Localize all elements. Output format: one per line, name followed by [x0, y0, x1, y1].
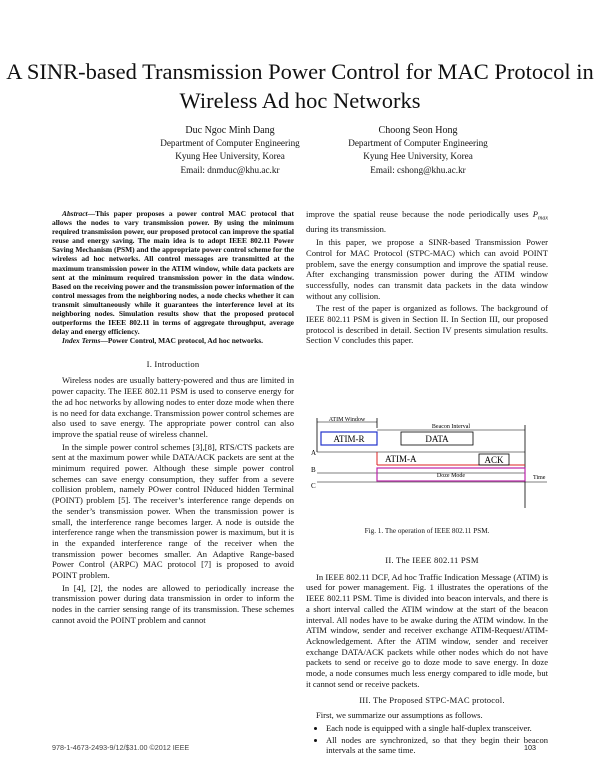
list-item: • Each node is equipped with a single half-duplex transceiver.	[326, 723, 548, 734]
page-number: 103	[524, 743, 536, 752]
section-heading-introduction: I. Introduction	[146, 359, 200, 370]
author-name: Duc Ngoc Minh Dang	[185, 125, 275, 136]
doze-mode-label: Doze Mode	[436, 473, 466, 479]
pmax-p: P	[532, 209, 538, 219]
assumptions-list	[306, 723, 548, 756]
paragraph: In this paper, we propose a SINR-based Transmission Power Control for MAC Protocol (STPC-MAC) which can avoid POINT problem, save the energy consumption and improve the spatial reuse. After exchanging transmission power during the ATIM window successfully, nodes can transmit data packets in the data window without any collision.	[306, 237, 548, 301]
left-column	[52, 209, 294, 626]
right-column-top	[306, 209, 548, 346]
text: during its transmission.	[306, 224, 387, 235]
author-univ: Kyung Hee University, Korea	[363, 151, 473, 162]
node-c-label: C	[311, 482, 316, 490]
abstract-text: —This paper proposes a power control MAC protocol that allows the nodes to vary transmission power. By using the minimum required transmission power, our proposed protocol can improve the spatial reuse and energy saving. The main idea is to adopt IEEE 802.11 Power Saving Mechanism (PSM) and the appropriate power control scheme for the wireless ad hoc networks. All control messages are transmitted at the maximum transmission power in the ATIM window, while data packets are sent at the minimum required transmission power in the data window. Based on the receiving power and the transmission power information of the control messages from the neighboring nodes, a node checks whether it can transmit simultaneously while it guarantees the interference level at its neighboring nodes. Simulation results show that the proposed protocol outperforms the IEEE 802.11 in terms of aggregate throughput, average delay and energy efficiency.	[52, 209, 294, 337]
pmax-sub: max	[538, 215, 548, 222]
paragraph: First, we summarize our assumptions as follows.	[316, 710, 483, 721]
section-heading-proposed: III. The Proposed STPC-MAC protocol.	[359, 695, 505, 706]
node-b-label: B	[311, 466, 316, 474]
footer-isbn: 978-1-4673-2493-9/12/$31.00 ©2012 IEEE	[52, 743, 190, 752]
author-email: Email: dnmduc@khu.ac.kr	[180, 164, 280, 175]
right-column-bottom	[306, 555, 548, 757]
paper-title: A SINR-based Transmission Power Control for MAC Protocol in Wireless Ad hoc Networks	[6, 59, 594, 113]
node-a-label: A	[311, 449, 317, 457]
list-item: • All nodes are synchronized, so that they begin their beacon intervals at the same time.	[326, 735, 548, 756]
figure-caption: Fig. 1. The operation of IEEE 802.11 PSM.	[364, 527, 490, 535]
abstract	[52, 209, 294, 345]
author-dept: Department of Computer Engineering	[160, 138, 300, 149]
ack-label: ACK	[484, 455, 504, 465]
author-dept: Department of Computer Engineering	[348, 138, 488, 149]
beacon-interval-label: Beacon Interval	[431, 424, 471, 430]
author-univ: Kyung Hee University, Korea	[175, 151, 285, 162]
paragraph: In IEEE 802.11 DCF, Ad hoc Traffic Indication Message (ATIM) is used for power management. Fig. 1 illustrates the operations of the IEEE 802.11 PSM. Time is divided into beacon intervals, and there is a short interval called the ATIM window at the start of the beacon interval. All nodes have to be awake during the ATIM window. In the ATIM window, sender and receiver exchange ATIM-Request/ATIM-Acknowledgement. After the ATIM window, sender and receiver exchange DATA/ACK packets while other nodes which do not have packets to send or receive go to doze mode to save energy. In doze mode, a node consumes much less energy compared to idle mode, but it cannot send or receive packets.	[306, 571, 548, 689]
author-block-2	[318, 124, 518, 177]
introduction-body	[52, 375, 294, 625]
abstract-label: Abstract	[62, 209, 88, 218]
paragraph: Wireless nodes are usually battery-powered and thus are limited in power capacity. The IEEE 802.11 PSM is used to conserve energy for the ad hoc networks by allowing nodes to enter doze mode when there is no need for data exchange. Transmission power control schemes are also used to save energy. The appropriate power control can also improve the spatial reuse of wireless channel.	[52, 375, 294, 439]
atim-a-label: ATIM-A	[385, 454, 417, 464]
atim-window-label: ATIM Window	[328, 417, 366, 423]
paragraph: The rest of the paper is organized as follows. The background of IEEE 802.11 PSM is given in Section II. In Section III, our proposed protocol is described in detail. Section IV presents simulation results. Section V concludes this paper.	[306, 303, 548, 346]
author-email: Email: cshong@khu.ac.kr	[370, 164, 466, 175]
author-name: Choong Seon Hong	[378, 125, 458, 136]
index-terms-label: Index Terms	[62, 336, 101, 346]
index-terms-text: —Power Control, MAC protocol, Ad hoc networks.	[100, 336, 263, 346]
data-label: DATA	[425, 434, 449, 444]
time-axis-label: Time	[533, 475, 546, 481]
figure-psm-timeline	[313, 416, 549, 516]
text: improve the spatial reuse because the node periodically uses	[306, 209, 533, 219]
paragraph: In the simple power control schemes [3],[8], RTS/CTS packets are sent at the maximum power while DATA/ACK packets are sent at the minimum required power. Although these simple power control schemes can save energy consumption, they suffer from a severe collision problem, namely POwer control INduced hidden Terminal (POINT) problem [5]. The receiver’s interference range depends on the sender’s transmission power. When the transmission power is small, the interference range becomes larger. A node is outside the interference range when the transmission power is maximum, but it is in the expanded interference range of the receiver when the transmission power becomes smaller. An Adaptive Range-based Power Control (ARPC) MAC protocol [7] is proposed to avoid POINT problem.	[52, 441, 294, 581]
paragraph: In [4], [2], the nodes are allowed to periodically increase the transmission power during data transmission in order to inform the nodes in the carrier sensing range of its transmission. These schemes cannot avoid the POINT problem and cannot	[52, 582, 294, 625]
paragraph	[306, 209, 548, 235]
author-block-1	[130, 124, 330, 177]
atim-r-label: ATIM-R	[333, 434, 365, 444]
pmax-symbol	[532, 209, 548, 222]
section-heading-psm: II. The IEEE 802.11 PSM	[385, 555, 479, 565]
